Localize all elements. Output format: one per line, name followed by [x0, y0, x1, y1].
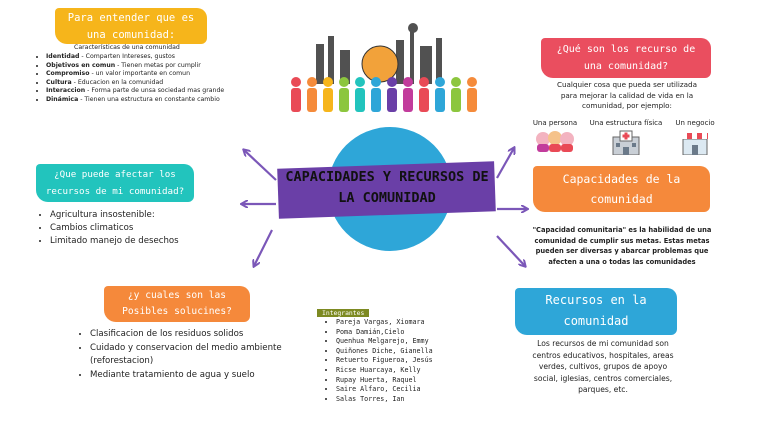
list-item: • Rupay Huerta, Raquel: [336, 376, 476, 386]
list-item: • Salas Torres, Ian: [336, 395, 476, 405]
list-item: • Quiñones Diche, Gianella: [336, 347, 476, 357]
members-label: Integrantes: [317, 309, 369, 317]
text-line: Cualquier cosa que pueda ser utilizada: [556, 80, 698, 89]
example-label: Una estructura física: [589, 119, 663, 127]
list-item: • Cuidado y conservacion del medio ambiente (reforestacion): [90, 342, 286, 369]
title-que-son-recursos: [541, 38, 711, 78]
recursos-text: Los recursos de mi comunidad son centros educativos, hospitales, areas verdes, cultivos, grupos de apoyo social, iglesias, centros comerciales, parques, etc.: [532, 339, 674, 394]
title-line: Capacidades de la: [562, 172, 681, 186]
solutions-list: [78, 328, 286, 382]
title-recursos-comunidad: [515, 288, 677, 335]
arrow-to-top-left: [244, 150, 276, 180]
que-son-text: [552, 80, 702, 112]
list-item: • Poma Damián,Cielo: [336, 328, 476, 338]
title-line: Para entender que es: [67, 12, 195, 24]
title-line: ¿Qué son los recurso de: [556, 44, 696, 55]
title-line: una comunidad?: [583, 61, 669, 72]
list-item: • Saire Alfaro, Cecilia: [336, 385, 476, 395]
capacidades-text: "Capacidad comunitaria" es la habilidad de una comunidad de cumplir sus metas. Estas metas pueden ser diversas y abarcar problemas que afecten a una o todas las comunidades: [532, 226, 712, 266]
title-line: ¿Que puede afectar los: [54, 169, 176, 180]
title-posibles-soluciones: [104, 286, 250, 322]
title-line: comunidad: [590, 192, 653, 206]
list-item: • Quenhua Melgarejo, Emmy: [336, 337, 476, 347]
list-item: • Identidad - Comparten Intereses, gustos: [46, 53, 226, 62]
hospital-icon: [611, 129, 641, 155]
title-line: Posibles solucines?: [122, 306, 232, 317]
title-line: recursos de mi comunidad?: [45, 186, 185, 197]
title-que-puede-afectar: [36, 164, 194, 202]
text-line: para mejorar la calidad de vida en la: [560, 90, 694, 100]
members-list: [328, 318, 476, 404]
main-title-line: LA COMUNIDAD: [338, 190, 436, 206]
example-label: Una persona: [532, 119, 578, 127]
main-title-line: CAPACIDADES Y RECURSOS DE: [285, 169, 489, 185]
list-item: • Interaccion - Forma parte de unsa sociedad mas grande: [46, 87, 226, 96]
title-capacidades: [533, 166, 710, 212]
title-line: comunidad: [563, 314, 629, 328]
list-item: • Retuerto Figueroa, Jesús: [336, 356, 476, 366]
arrow-to-top-right: [497, 148, 514, 178]
example-label: Un negocio: [675, 119, 715, 127]
affect-list: [38, 209, 230, 248]
example-estructura: [586, 119, 666, 157]
people-icon: [533, 130, 577, 152]
list-item: • Ricse Huarcaya, Kelly: [336, 366, 476, 376]
characteristics-list: [34, 53, 226, 105]
arrow-to-bottom-left: [254, 230, 272, 266]
list-item: • Compromiso - un valor importante en comun: [46, 70, 226, 79]
example-persona: [527, 119, 583, 154]
main-title: [276, 167, 498, 209]
title-line: ¿y cuales son las: [127, 290, 227, 301]
store-icon: [681, 129, 709, 155]
characteristics-subtitle: Características de una comunidad: [74, 44, 180, 51]
city-people-icon: [276, 16, 492, 122]
list-item: • Mediante tratamiento de agua y suelo: [90, 369, 286, 383]
list-item: • Pareja Vargas, Xiomara: [336, 318, 476, 328]
list-item: • Dinámica - Tienen una estructura en constante cambio: [46, 96, 226, 105]
list-item: • Agricultura insostenible:: [50, 209, 230, 222]
list-item: • Clasificacion de los residuos solidos: [90, 328, 286, 342]
title-para-entender: [55, 8, 207, 44]
example-negocio: [670, 119, 720, 157]
list-item: • Objetivos en comun - Tienen metas por cumplir: [46, 62, 226, 71]
title-line: una comunidad:: [86, 29, 176, 41]
arrow-to-bottom-right: [497, 236, 525, 266]
list-item: • Limitado manejo de desechos: [50, 235, 230, 248]
title-line: Recursos en la: [545, 293, 647, 307]
list-item: • Cultura - Educacion en la comunidad: [46, 79, 226, 88]
text-line: comunidad, por ejemplo:: [582, 101, 672, 110]
list-item: • Cambios climaticos: [50, 222, 230, 235]
community-illustration: [276, 16, 492, 122]
